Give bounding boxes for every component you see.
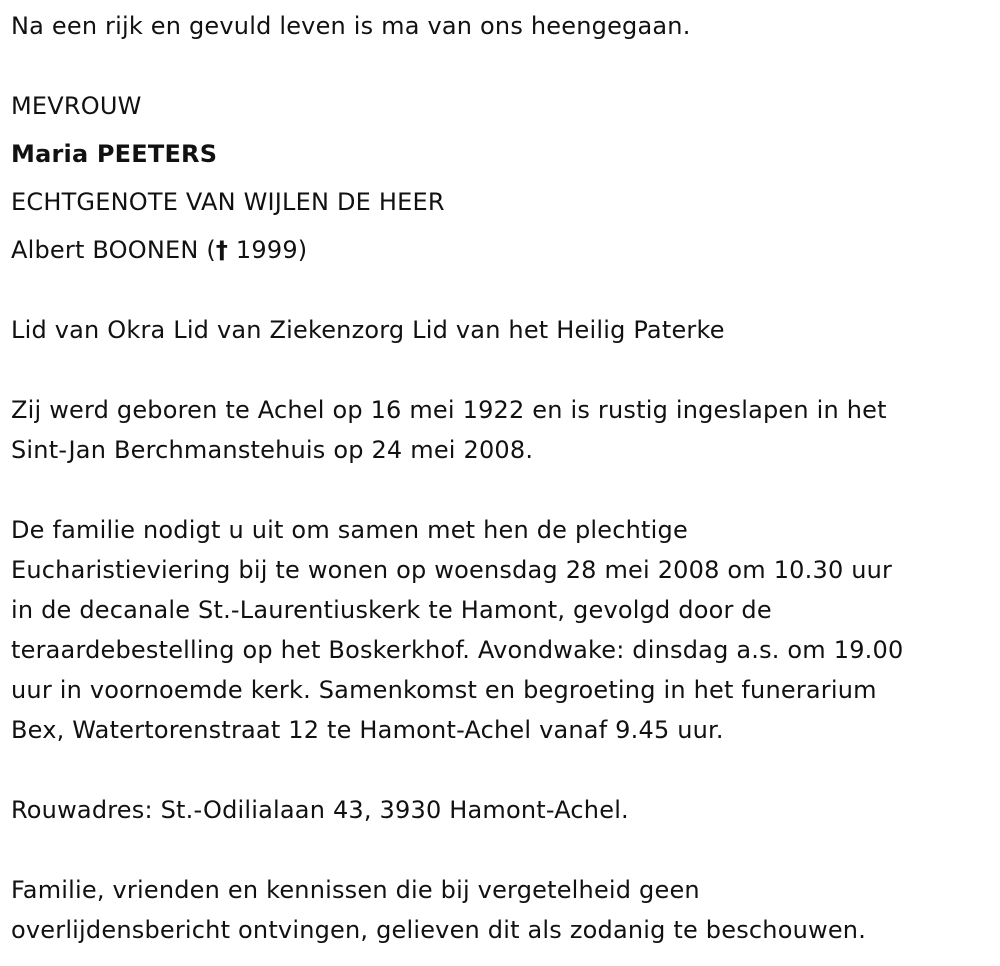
ceremony-line-3: in de decanale St.-Laurentiuskerk te Hamont, gevolgd door de — [11, 596, 772, 624]
spouse-name-suffix: 1999) — [228, 236, 308, 264]
spouse-name-prefix: Albert BOONEN ( — [11, 236, 216, 264]
address-text: Rouwadres: St.-Odilialaan 43, 3930 Hamont-Achel. — [11, 796, 629, 824]
title-text: MEVROUW — [11, 92, 142, 120]
intro-text: Na een rijk en gevuld leven is ma van ons heengegaan. — [11, 12, 691, 40]
ceremony-line-4: teraardebestelling op het Boskerkhof. Avondwake: dinsdag a.s. om 19.00 — [11, 636, 904, 664]
ceremony-line-6: Bex, Watertorenstraat 12 te Hamont-Achel vanaf 9.45 uur. — [11, 716, 724, 744]
birth-line-1: Zij werd geboren te Achel op 16 mei 1922 en is rustig ingeslapen in het — [11, 396, 887, 424]
ceremony-line-1: De familie nodigt u uit om samen met hen de plechtige — [11, 516, 688, 544]
deceased-name: Maria PEETERS — [11, 140, 218, 168]
memberships-text: Lid van Okra Lid van Ziekenzorg Lid van het Heilig Paterke — [11, 316, 725, 344]
cross-icon: † — [215, 236, 229, 264]
birth-line-2: Sint-Jan Berchmanstehuis op 24 mei 2008. — [11, 436, 534, 464]
spouse-label: ECHTGENOTE VAN WIJLEN DE HEER — [11, 188, 445, 216]
closing-line-2: overlijdensbericht ontvingen, gelieven dit als zodanig te beschouwen. — [11, 916, 867, 944]
spouse-name — [11, 230, 307, 270]
ceremony-line-2: Eucharistieviering bij te wonen op woensdag 28 mei 2008 om 10.30 uur — [11, 556, 893, 584]
closing-line-1: Familie, vrienden en kennissen die bij vergetelheid geen — [11, 876, 700, 904]
ceremony-line-5: uur in voornoemde kerk. Samenkomst en begroeting in het funerarium — [11, 676, 877, 704]
